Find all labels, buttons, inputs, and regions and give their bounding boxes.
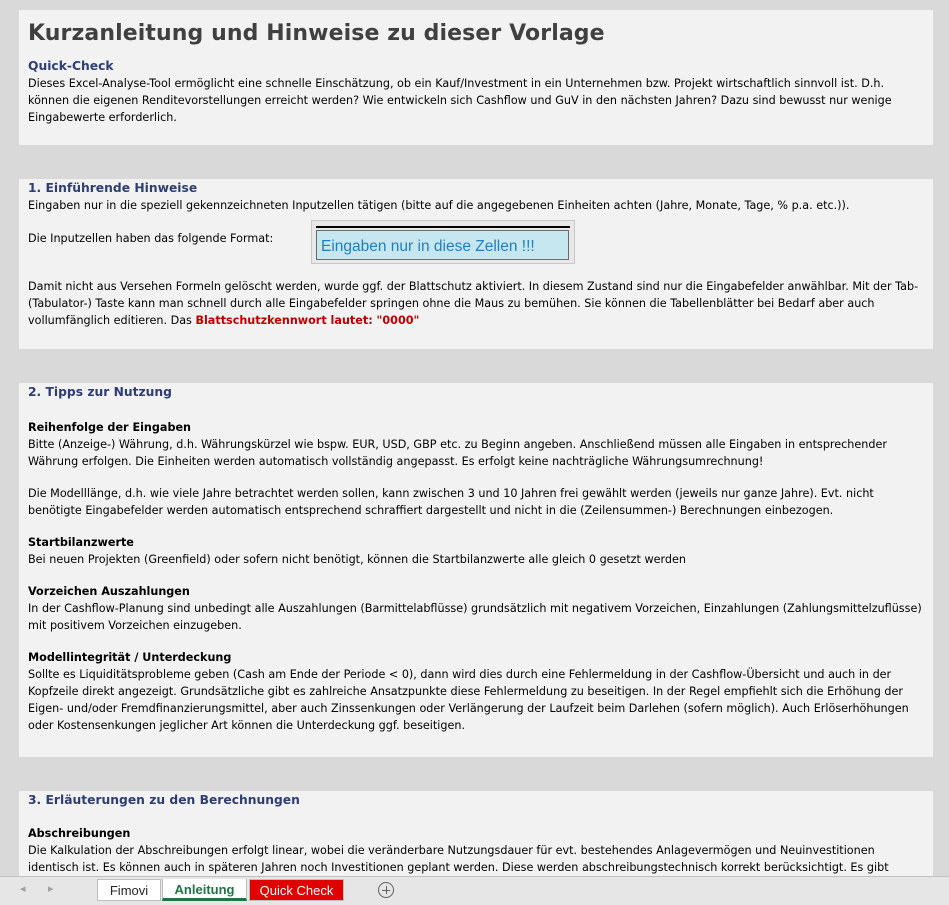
triangle-left-icon[interactable]: ◂ [20, 882, 26, 895]
quickcheck-text: Dieses Excel-Analyse-Tool ermöglicht eine schnelle Einschätzung, ob ein Kauf/Investment in ein Unternehmen bzw. Projekt wirtschaftlich sinnvoll ist. D.h. können die eigenen Renditevorstellungen erreicht werden? Wie entwickeln sich Cashflow und GuV in den nächsten Jahren? Dazu sind bewusst nur wenige Eingabewerte erforderlich. [28, 77, 892, 124]
sign-text: In der Cashflow-Planung sind unbedingt alle Auszahlungen (Barmittelabflüsse) grundsätzlich mit negativem Vorzeichen, Einzahlungen (Zahlungsmittelzuflüsse) mit positivem Vorzeichen einzugeben. [28, 602, 922, 632]
order-text: Bitte (Anzeige-) Währung, d.h. Währungskürzel wie bspw. EUR, USD, GBP etc. zu Beginn angeben. Anschließend müssen alle Eingaben in entsprechender Währung erfolgen. Die Einheiten werden automatisch vollständig angepasst. Es erfolgt keine nachträgliche Währungsumrechnung! [28, 438, 887, 468]
page-title: Kurzanleitung und Hinweise zu dieser Vorlage [28, 21, 605, 46]
depreciation-heading: Abschreibungen [28, 827, 131, 840]
intro-panel [19, 10, 933, 145]
section-2-heading: 2. Tipps zur Nutzung [28, 385, 172, 399]
sheet-tab-bar [0, 876, 949, 905]
section-2-panel [19, 383, 933, 757]
integrity-text: Sollte es Liquiditätsprobleme geben (Cash am Ende der Periode < 0), dann wird dies durch eine Fehlermeldung in der Cashflow-Übersicht und auch in der Kopfzeile direkt angezeigt. Grundsätzliche gibt es zahlreiche Ansatzpunkte diese Fehlermeldung zu beseitigen. In der Regel empfiehlt sich die Erhöhung der Eigen- und/oder Fremdfinanzierungsmittel, aber auch Zinssenkungen oder Verlängerung der Laufzeit beim Darlehen (sofern möglich). Auch Erlöserhöhungen oder Kostensenkungen jeglicher Art können die Unterdeckung ggf. beseitigen. [28, 668, 909, 732]
cell-border [316, 226, 570, 228]
quickcheck-heading: Quick-Check [28, 59, 114, 73]
order-heading: Reihenfolge der Eingaben [28, 421, 191, 434]
section-3-panel [19, 791, 933, 876]
plus-circle-icon[interactable] [378, 882, 394, 898]
section-1-text: Eingaben nur in die speziell gekennzeichneten Inputzellen tätigen (bitte auf die angegebenen Einheiten achten (Jahre, Monate, Tage, % p.a. etc.)). [28, 199, 850, 212]
input-cell-example[interactable] [311, 220, 575, 264]
sign-heading: Vorzeichen Auszahlungen [28, 585, 190, 598]
input-format-label: Die Inputzellen haben das folgende Format: [28, 232, 274, 245]
start-balance-heading: Startbilanzwerte [28, 536, 134, 549]
integrity-heading: Modellintegrität / Unterdeckung [28, 651, 232, 664]
password-note: Blattschutzkennwort lautet: "0000" [195, 314, 420, 327]
tab-fimovi[interactable]: Fimovi [97, 879, 161, 901]
tab-quick-check[interactable]: Quick Check [249, 879, 344, 901]
triangle-right-icon[interactable]: ▸ [48, 882, 54, 895]
sheet-protection-text [28, 278, 924, 329]
depreciation-text: Die Kalkulation der Abschreibungen erfolgt linear, wobei die veränderbare Nutzungsdauer für evt. bestehendes Anlagevermögen und Neuinvestitionen identisch ist. Es können auch in späteren Jahren noch Investitionen geplant werden. Diese werden abschreibungstechnisch korrekt berücksichtigt. Es gibt [28, 844, 889, 874]
model-length-text: Die Modelllänge, d.h. wie viele Jahre betrachtet werden sollen, kann zwischen 3 und 10 Jahren frei gewählt werden (jeweils nur ganze Jahre). Evt. nicht benötigte Eingabefelder werden automatisch entsprechend schraffiert dargestellt und nicht in die (Zeilensummen-) Berechnungen einbezogen. [28, 487, 874, 517]
section-1-panel [19, 179, 933, 349]
tab-anleitung[interactable]: Anleitung [162, 879, 247, 901]
sheet-protection-body: Damit nicht aus Versehen Formeln gelöscht werden, wurde ggf. der Blattschutz aktiviert. In diesem Zustand sind nur die Eingabefelder anwählbar. Mit der Tab-(Tabulator-) Taste kann man schnell durch alle Eingabefelder springen ohne die Maus zu bemühen. Sie können die Tabellenblätter bei Bedarf aber auch vollumfänglich editieren. Das [28, 280, 919, 327]
input-cell-text: Eingaben nur in diese Zellen !!! [316, 230, 569, 260]
section-3-heading: 3. Erläuterungen zu den Berechnungen [28, 793, 300, 807]
start-balance-text: Bei neuen Projekten (Greenfield) oder sofern nicht benötigt, können die Startbilanzwerte alle gleich 0 gesetzt werden [28, 553, 686, 566]
section-1-heading: 1. Einführende Hinweise [28, 181, 198, 195]
